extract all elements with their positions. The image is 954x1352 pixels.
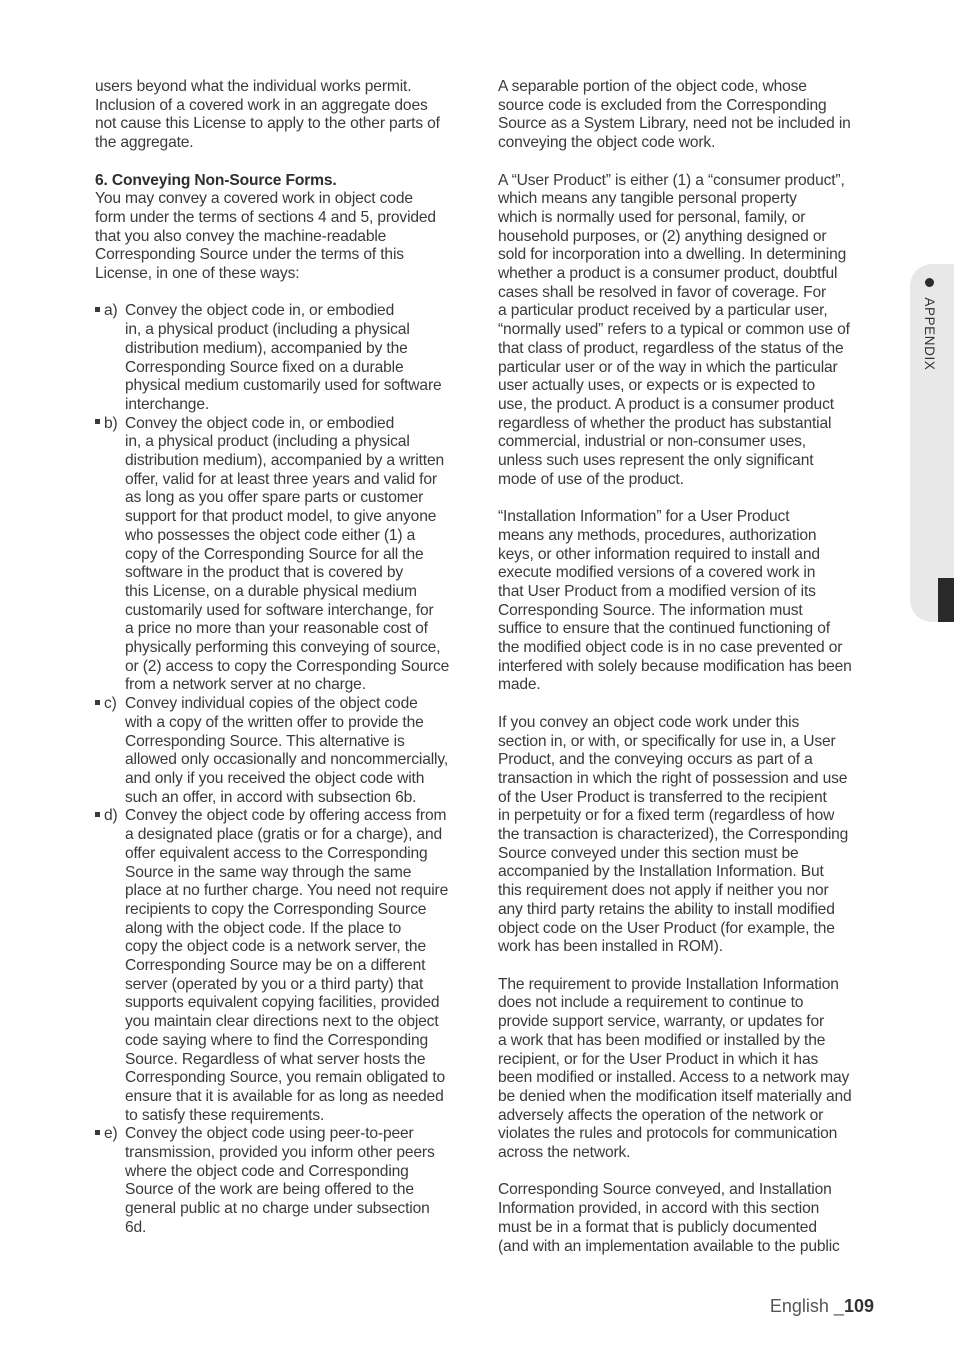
list-marker [95, 695, 117, 714]
appendix-side-tab [910, 264, 954, 622]
list-marker-label: c) [104, 695, 117, 713]
left-column [95, 78, 475, 1238]
list-item-text: transmission, provided you inform other peers where the object code and Corresponding Source of the work are being offered to the general public at no charge under subsection 6d. [125, 1144, 435, 1236]
side-tab-label: APPENDIX [922, 297, 937, 371]
list-item [95, 415, 475, 696]
list-marker-label: b) [104, 414, 118, 432]
bullet-square-icon [95, 1130, 100, 1135]
right-column [498, 78, 878, 1256]
bullet-square-icon [95, 419, 100, 424]
bullet-square-icon [95, 307, 100, 312]
list-item-first-line: Convey the object code using peer-to-peer [125, 1125, 414, 1143]
side-tab-label-wrap [922, 278, 937, 370]
list-item [95, 302, 475, 414]
conveying-options-list [95, 302, 475, 1237]
list-marker [95, 1125, 118, 1144]
bullet-dot-icon [925, 278, 934, 287]
list-marker-label: d) [104, 807, 118, 825]
list-item-text: in, a physical product (including a physical distribution medium), accompanied by the Corresponding Source fixed on a durable physical medium customarily used for software interchange. [125, 321, 442, 413]
list-item [95, 807, 475, 1125]
list-item-first-line: Convey individual copies of the object code [125, 695, 418, 713]
user-product-paragraph: A “User Product” is either (1) a “consumer product”, which means any tangible personal property which is normally used for personal, family, or household purposes, or (2) anything designed or sold for incorporation into a dwelling. In determining whether a product is a consumer product, doubtful cases shall be resolved in favor of coverage. For a particular product received by a particular user, “normally used” refers to a typical or common use of that class of product, regardless of the status of the particular user or of the way in which the particular user actually uses, or expects or is expected to use, the product. A product is a consumer product regardless of whether the product has substantial commercial, industrial or non-consumer uses, unless such uses represent the only significant mode of use of the product. [498, 171, 850, 488]
list-item [95, 1125, 475, 1237]
section-heading: 6. Conveying Non-Source Forms. [95, 171, 337, 189]
bullet-square-icon [95, 700, 100, 705]
intro-paragraph: users beyond what the individual works permit. Inclusion of a covered work in an aggregate does not cause this License to apply to the other parts of the aggregate. [95, 78, 440, 152]
list-marker-label: e) [104, 1125, 118, 1143]
list-item-first-line: Convey the object code in, or embodied [125, 302, 395, 320]
list-item-text: in, a physical product (including a physical distribution medium), accompanied by a written offer, valid for at least three years and valid for as long as you offer spare parts or customer support for that product model, to give anyone who possesses the object code either (1) a copy of the Corresponding Source for all the software in the product that is covered by this License, on a durable physical medium customarily used for software interchange, for a price no more than your reasonable cost of physically performing this conveying of source, or (2) access to copy the Corresponding Source from a network server at no charge. [125, 433, 450, 694]
list-item-text: a designated place (gratis or for a charge), and offer equivalent access to the Corresponding Source in the same way through the same place at no further charge. You need not require recipients to copy the Corresponding Source along with the object code. If the place to copy the object code is a network server, the Corresponding Source may be on a different server (operated by you or a third party) that supports equivalent copying facilities, provided you maintain clear directions next to the object code saying where to find the Corresponding Source. Regardless of what server hosts the Corresponding Source, you remain obligated to ensure that it is available for as long as needed to satisfy these requirements. [125, 826, 449, 1124]
footer-language: English _ [769, 1296, 844, 1316]
system-library-paragraph: A separable portion of the object code, whose source code is excluded from the Corresponding Source as a System Library, need not be included in conveying the object code work. [498, 78, 851, 152]
list-item [95, 695, 475, 807]
side-tab-marker [938, 578, 954, 622]
installation-information-paragraph: “Installation Information” for a User Product means any methods, procedures, authorization keys, or other information required to install and execute modified versions of a covered work in that User Product from a modified version of its Corresponding Source. The information must suffice to ensure that the continued functioning of the modified object code is in no case prevented or interfered with solely because modification has been made. [498, 508, 852, 694]
list-item-text: with a copy of the written offer to provide the Corresponding Source. This alternative is allowed only occasionally and noncommercially, and only if you received the object code with such an offer, in accord with subsection 6b. [125, 713, 449, 806]
page-footer [770, 1296, 874, 1317]
installation-requirement-paragraph: The requirement to provide Installation Information does not include a requirement to continue to provide support service, warranty, or updates for a work that has been modified or installed by the recipient, or for the User Product in which it has been modified or installed. Access to a network may be denied when the modification itself materially and adversely affects the operation of the network or violates the rules and protocols for communication across the network. [498, 975, 852, 1162]
page-number: 109 [843, 1296, 874, 1316]
list-item-first-line: Convey the object code in, or embodied [125, 414, 395, 432]
list-marker-label: a) [104, 302, 118, 320]
list-item-first-line: Convey the object code by offering access from [125, 807, 447, 825]
list-marker [95, 302, 118, 321]
list-marker [95, 415, 118, 434]
convey-object-code-paragraph: If you convey an object code work under this section in, or with, or specifically for use in, a User Product, and the conveying occurs as part of a transaction in which the right of possession and use of the User Product is transferred to the recipient in perpetuity or for a fixed term (regardless of how the transaction is characterized), the Corresponding Source conveyed under this section must be accompanied by the Installation Information. But this requirement does not apply if neither you nor any third party retains the ability to install modified object code on the User Product (for example, the work has been installed in ROM). [498, 713, 849, 956]
format-paragraph: Corresponding Source conveyed, and Installation Information provided, in accord with this section must be in a format that is publicly documented (and with an implementation available to the public [498, 1181, 840, 1255]
list-marker [95, 807, 118, 826]
bullet-square-icon [95, 812, 100, 817]
section-intro-paragraph: You may convey a covered work in object code form under the terms of sections 4 and 5, provided that you also convey the machine-readable Corresponding Source under the terms of this License, in one of these ways: [95, 190, 436, 283]
